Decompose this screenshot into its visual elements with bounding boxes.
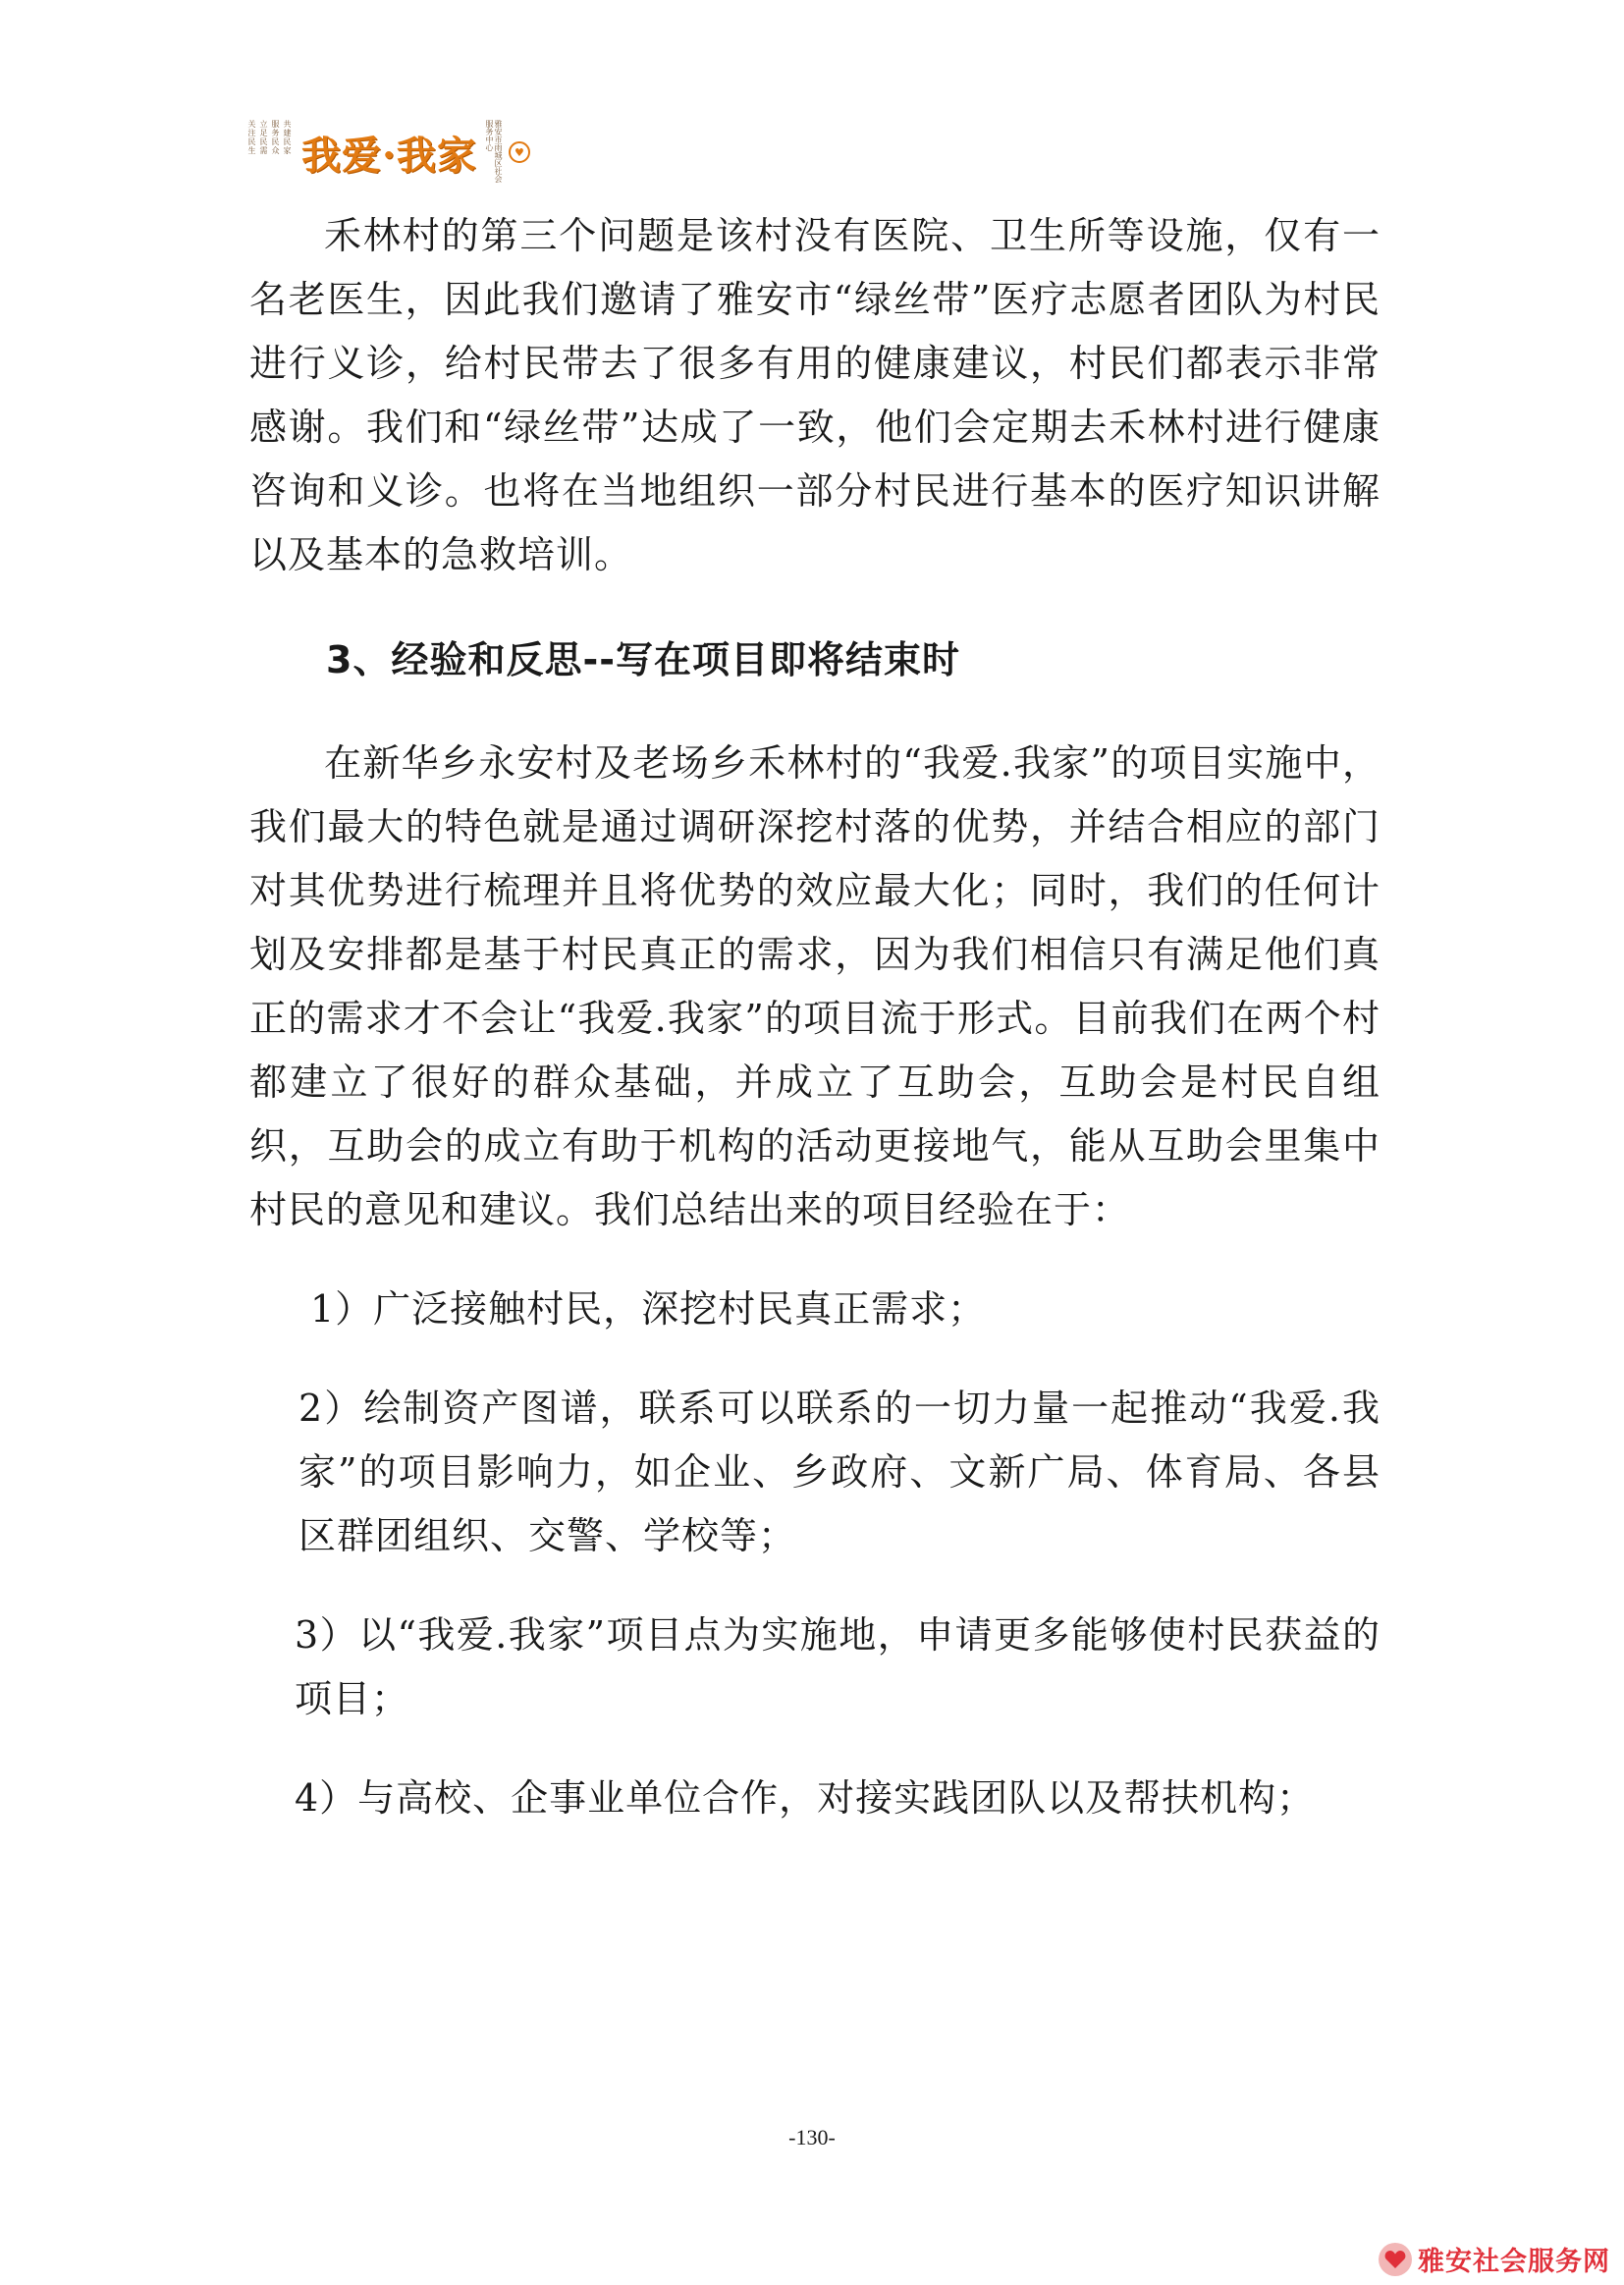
watermark-text: 雅安社会服务网 [1418,2247,1610,2277]
logo-org-line: 社会服务中心 [484,120,503,183]
section-heading: 3、经验和反思--写在项目即将结束时 [326,638,960,681]
paragraph: 禾林村的第三个问题是该村没有医院、卫生所等设施，仅有一名老医生，因此我们邀请了雅安市“绿丝带”医疗志愿者团队为村民进行义诊，给村民带去了很多有用的健康建议，村民们都表示非常感谢。我们和“绿丝带”达成了一致，他们会定期去禾林村进行健康咨询和义诊。也将在当地组织一部分村民进行基本的医疗知识讲解以及基本的急救培训。 [249,214,1380,576]
logo-org-line: 雅安市雨城区 [493,120,503,167]
logo-slogan-columns [247,120,292,185]
document-body [249,204,1380,1866]
header-logo [247,116,532,189]
logo-slogan-line: 服务民众 [271,120,280,155]
logo-slogan-line: 关注民生 [247,120,256,155]
heart-icon: ♥ [509,141,530,163]
paragraph: 在新华乡永安村及老场乡禾林村的“我爱.我家”的项目实施中，我们最大的特色就是通过调研深挖村落的优势，并结合相应的部门对其优势进行梳理并且将优势的效应最大化；同时，我们的任何计划及安排都是基于村民真正的需求，因为我们相信只有满足他们真正的需求才不会让“我爱.我家”的项目流于形式。目前我们在两个村都建立了很好的群众基础，并成立了互助会，互助会是村民自组织，互助会的成立有助于机构的活动更接地气，能从互助会里集中村民的意见和建议。我们总结出来的项目经验在于： [249,741,1380,1231]
page-number: -130- [788,2125,836,2149]
list-item: 1）广泛接触村民，深挖村民真正需求； [310,1287,987,1331]
list-item: 4）与高校、企事业单位合作，对接实践团队以及帮扶机构； [295,1776,1316,1820]
logo-org-name [485,120,503,185]
logo-slogan-line: 立足民需 [259,120,268,155]
heart-icon [1379,2243,1412,2276]
list-item: 2）绘制资产图谱，联系可以联系的一切力量一起推动“我爱.我家”的项目影响力，如企业、乡政府、文新广局、体育局、各县区群团组织、交警、学校等； [298,1387,1380,1557]
logo-title: 我爱·我家 [301,132,477,179]
site-watermark [1379,2240,1610,2278]
logo-slogan-line: 共建民家 [283,120,292,155]
list-item: 3）以“我爱.我家”项目点为实施地，申请更多能够使村民获益的项目； [295,1613,1380,1720]
